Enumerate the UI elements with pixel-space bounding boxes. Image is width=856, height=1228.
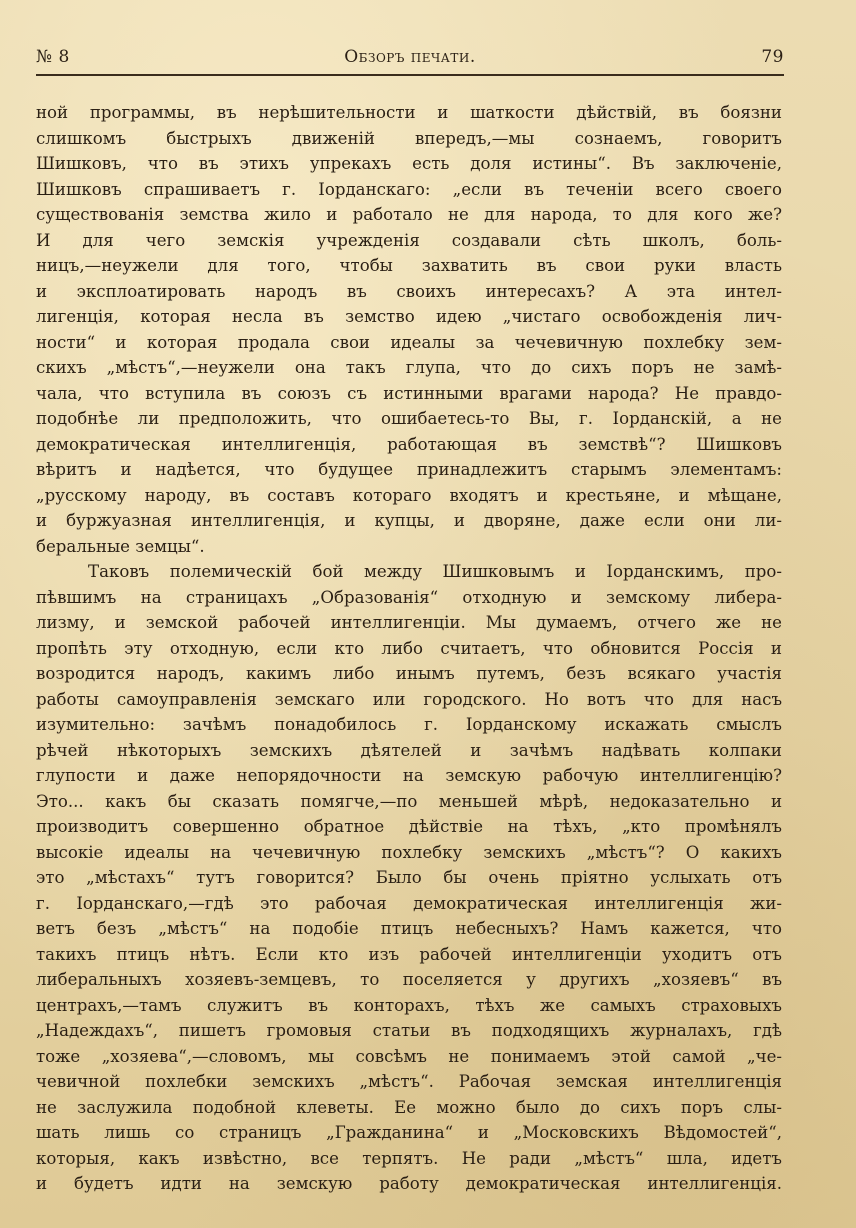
text-line: ветъ безъ „мѣстъ“ на подобіе птицъ небесныхъ? Намъ кажется, что: [36, 919, 782, 938]
text-line: изумительно: зачѣмъ понадобилось г. Іорданскому искажать смыслъ: [36, 715, 782, 734]
text-line: лизму, и земской рабочей интеллигенціи. Мы думаемъ, отчего же не: [36, 613, 782, 632]
text-line: либеральныхъ хозяевъ-земцевъ, то поселяется у другихъ „хозяевъ“ въ: [36, 970, 782, 989]
text-line: И для чего земскія учрежденія создавали сѣть школъ, боль-: [36, 230, 782, 250]
text-line: г. Іорданскаго,—гдѣ это рабочая демократическая интеллигенція жи-: [36, 893, 782, 913]
text-line: Шишковъ, что въ этихъ упрекахъ есть доля истины“. Въ заключеніе,: [36, 154, 782, 173]
text-line: чевичной похлебки земскихъ „мѣстъ“. Рабочая земская интеллигенція: [36, 1072, 782, 1091]
section-title: Обзоръ печати.: [344, 47, 476, 67]
text-line: ности“ и которая продала свои идеалы за чечевичную похлебку зем-: [36, 332, 782, 352]
text-line: ницъ,—неужели для того, чтобы захватить въ свои руки власть: [36, 256, 782, 275]
issue-number: № 8: [36, 47, 70, 67]
text-line: производитъ совершенно обратное дѣйствіе на тѣхъ, „кто промѣнялъ: [36, 817, 782, 836]
text-line: „русскому народу, въ составъ котораго входятъ и крестьяне, и мѣщане,: [36, 485, 782, 505]
text-line: глупости и даже непорядочности на земскую рабочую интеллигенцію?: [36, 766, 782, 785]
text-line: такихъ птицъ нѣтъ. Если кто изъ рабочей интеллигенціи уходитъ отъ: [36, 944, 782, 964]
text-line: это „мѣстахъ“ тутъ говорится? Было бы очень пріятно услыхать отъ: [36, 868, 782, 887]
text-line: подобнѣе ли предположить, что ошибаетесь-то Вы, г. Іорданскій, а не: [36, 409, 782, 428]
text-line: чала, что вступила въ союзъ съ истинными врагами народа? Не правдо-: [36, 383, 782, 403]
text-line: тоже „хозяева“,—словомъ, мы совсѣмъ не понимаемъ этой самой „че-: [36, 1046, 782, 1066]
text-line: работы самоуправленія земскаго или городского. Но вотъ что для насъ: [36, 689, 782, 709]
text-line: шать лишь со страницъ „Гражданина“ и „Московскихъ Вѣдомостей“,: [36, 1123, 782, 1142]
text-line: Шишковъ спрашиваетъ г. Іорданскаго: „если въ теченіи всего своего: [36, 179, 782, 199]
body-text: [36, 100, 782, 1197]
text-line: центрахъ,—тамъ служитъ въ конторахъ, тѣхъ же самыхъ страховыхъ: [36, 995, 782, 1015]
text-line: пропѣть эту отходную, если кто либо считаетъ, что обновится Россія и: [36, 638, 782, 658]
text-line: демократическая интеллигенція, работающая въ земствѣ“? Шишковъ: [36, 434, 782, 454]
text-line: „Надеждахъ“, пишетъ громовыя статьи въ подходящихъ журналахъ, гдѣ: [36, 1021, 782, 1040]
text-line: и эксплоатировать народъ въ своихъ интересахъ? А эта интел-: [36, 281, 782, 301]
text-line: пѣвшимъ на страницахъ „Образованія“ отходную и земскому либера-: [36, 587, 782, 607]
paragraph-first-line: Таковъ полемическій бой между Шишковымъ и Іорданскимъ, про-: [88, 562, 782, 581]
text-line: возродится народъ, какимъ либо инымъ путемъ, безъ всякаго участія: [36, 664, 782, 683]
running-header: [36, 44, 784, 76]
page-number: 79: [761, 47, 784, 67]
text-line: существованія земства жило и работало не для народа, то для кого же?: [36, 205, 782, 224]
text-line: и буржуазная интеллигенція, и купцы, и дворяне, даже если они ли-: [36, 511, 782, 530]
text-line: высокіе идеалы на чечевичную похлебку земскихъ „мѣстъ“? О какихъ: [36, 842, 782, 862]
text-line: ной программы, въ нерѣшительности и шаткости дѣйствій, въ боязни: [36, 103, 782, 122]
text-line: слишкомъ быстрыхъ движеній впередъ,—мы сознаемъ, говоритъ: [36, 128, 782, 148]
paragraph-last-line: беральные земцы“.: [36, 536, 205, 556]
text-line: и будетъ идти на земскую работу демократическая интеллигенція.: [36, 1174, 782, 1193]
text-line: Это... какъ бы сказать помягче,—по меньшей мѣрѣ, недоказательно и: [36, 791, 782, 811]
text-line: лигенція, которая несла въ земство идею „чистаго освобожденія лич-: [36, 307, 782, 326]
text-line: не заслужила подобной клеветы. Ее можно было до сихъ поръ слы-: [36, 1097, 782, 1117]
text-line: вѣритъ и надѣется, что будущее принадлежитъ старымъ элементамъ:: [36, 460, 782, 479]
text-line: которыя, какъ извѣстно, все терпятъ. Не ради „мѣстъ“ шла, идетъ: [36, 1148, 782, 1168]
text-line: рѣчей нѣкоторыхъ земскихъ дѣятелей и зачѣмъ надѣвать колпаки: [36, 740, 782, 760]
text-line: скихъ „мѣстъ“,—неужели она такъ глупа, что до сихъ поръ не замѣ-: [36, 358, 782, 377]
